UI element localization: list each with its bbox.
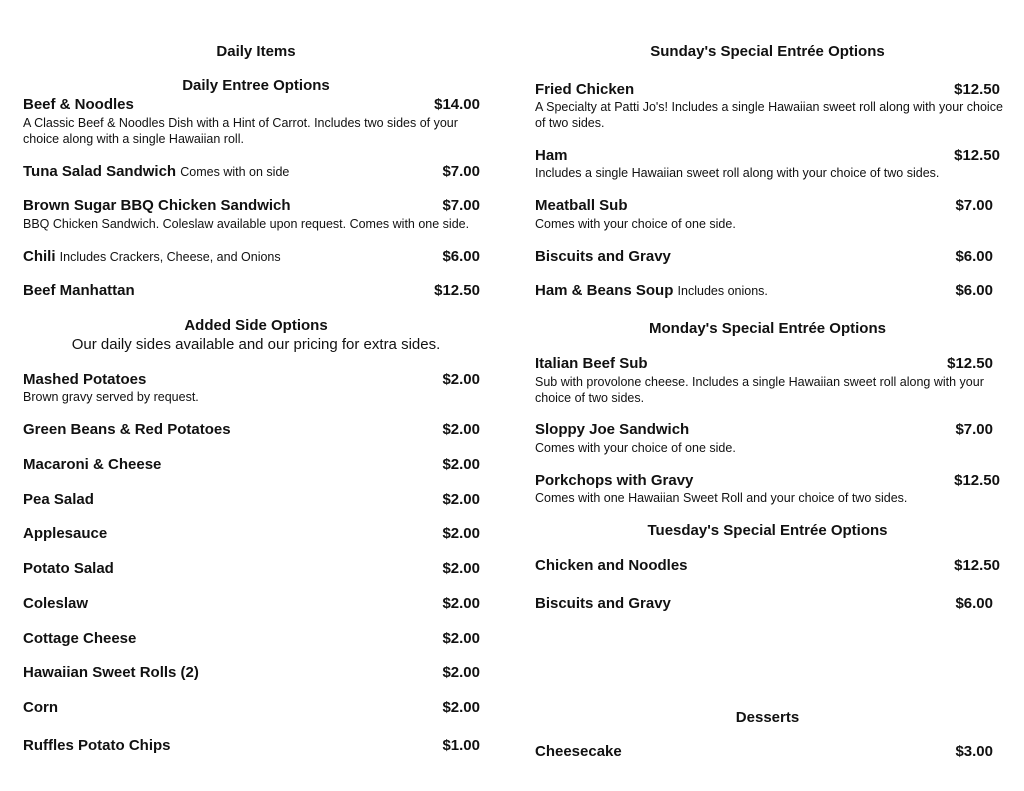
menu-item-description: A Classic Beef & Noodles Dish with a Hint of Carrot. Includes two sides of your choice along with a single Hawaiian roll. <box>23 116 458 146</box>
menu-item-description: BBQ Chicken Sandwich. Coleslaw available upon request. Comes with one side. <box>23 217 470 231</box>
menu-item-name: Biscuits and Gravy <box>535 595 671 612</box>
menu-item-inline-note: Comes with on side <box>180 165 290 179</box>
side-item-price: $2.00 <box>442 456 480 473</box>
daily-entree-title: Daily Entree Options <box>182 77 330 94</box>
tuesday-title: Tuesday's Special Entrée Options <box>647 522 888 539</box>
side-item-description: Brown gravy served by request. <box>23 390 199 404</box>
side-item-price: $2.00 <box>442 421 480 438</box>
menu-item-name: Biscuits and Gravy <box>535 248 671 265</box>
menu-item-price: $6.00 <box>955 282 993 299</box>
menu-item-description: Comes with your choice of one side. <box>535 217 736 231</box>
side-item-name: Potato Salad <box>23 560 114 577</box>
menu-item-price: $12.50 <box>947 355 993 372</box>
side-item-price: $2.00 <box>442 371 480 388</box>
side-item-name: Coleslaw <box>23 595 89 612</box>
sunday-title: Sunday's Special Entrée Options <box>650 43 885 60</box>
side-item-price: $1.00 <box>442 737 480 754</box>
menu-item-name: Porkchops with Gravy <box>535 472 694 489</box>
menu-item-price: $7.00 <box>442 197 480 214</box>
menu-item-name: Chicken and Noodles <box>535 557 688 574</box>
menu-item-price: $6.00 <box>955 248 993 265</box>
menu-item-name: Italian Beef Sub <box>535 355 648 372</box>
side-item-price: $2.00 <box>442 664 480 681</box>
side-item-price: $2.00 <box>442 525 480 542</box>
side-item-price: $2.00 <box>442 595 480 612</box>
menu-item-price: $7.00 <box>442 163 480 180</box>
sides-title: Added Side Options <box>184 317 328 334</box>
side-item-price: $2.00 <box>442 699 480 716</box>
side-item-name: Pea Salad <box>23 491 94 508</box>
menu-item-price: $12.50 <box>954 81 1000 98</box>
menu-item-price: $12.50 <box>434 282 480 299</box>
menu-item-name: Beef & Noodles <box>23 96 134 113</box>
side-item-name: Corn <box>23 699 58 716</box>
menu-item-price: $14.00 <box>434 96 480 113</box>
menu-item-price: $12.50 <box>954 557 1000 574</box>
side-item-name: Macaroni & Cheese <box>23 456 162 473</box>
menu-item-price: $12.50 <box>954 147 1000 164</box>
menu-item-price: $6.00 <box>442 248 480 265</box>
menu-item-inline-note: Includes Crackers, Cheese, and Onions <box>59 250 281 264</box>
desserts-title: Desserts <box>735 709 800 726</box>
menu-item-price: $6.00 <box>955 595 993 612</box>
menu-item-name: Tuna Salad Sandwich Comes with on side <box>23 163 290 180</box>
menu-item-description: A Specialty at Patti Jo's! Includes a single Hawaiian sweet roll along with your choice of two sides. <box>535 100 1003 130</box>
side-item-price: $2.00 <box>442 491 480 508</box>
side-item-name: Cottage Cheese <box>23 630 137 647</box>
monday-title: Monday's Special Entrée Options <box>649 320 886 337</box>
menu-item-name: Meatball Sub <box>535 197 628 214</box>
menu-item-price: $12.50 <box>954 472 1000 489</box>
daily-items-title: Daily Items <box>216 43 296 60</box>
side-item-name: Mashed Potatoes <box>23 371 147 388</box>
sides-subtitle: Our daily sides available and our pricing for extra sides. <box>71 336 441 353</box>
side-item-name: Applesauce <box>23 525 108 542</box>
menu-item-price: $3.00 <box>955 743 993 760</box>
menu-item-inline-note: Includes onions. <box>677 284 768 298</box>
menu-item-description: Comes with one Hawaiian Sweet Roll and your choice of two sides. <box>535 491 908 505</box>
menu-item-name: Chili Includes Crackers, Cheese, and Onions <box>23 248 281 265</box>
side-item-price: $2.00 <box>442 560 480 577</box>
menu-item-description: Comes with your choice of one side. <box>535 441 736 455</box>
side-item-name: Ruffles Potato Chips <box>23 737 171 754</box>
side-item-name: Hawaiian Sweet Rolls (2) <box>23 664 199 681</box>
menu-item-name: Fried Chicken <box>535 81 635 98</box>
side-item-price: $2.00 <box>442 630 480 647</box>
menu-item-name: Beef Manhattan <box>23 282 135 299</box>
menu-item-price: $7.00 <box>955 421 993 438</box>
menu-item-name: Sloppy Joe Sandwich <box>535 421 690 438</box>
menu-item-name: Ham <box>535 147 568 164</box>
menu-item-name: Brown Sugar BBQ Chicken Sandwich <box>23 197 291 214</box>
menu-item-price: $7.00 <box>955 197 993 214</box>
menu-item-description: Includes a single Hawaiian sweet roll along with your choice of two sides. <box>535 166 940 180</box>
side-item-name: Green Beans & Red Potatoes <box>23 421 231 438</box>
menu-item-description: Sub with provolone cheese. Includes a single Hawaiian sweet roll along with your choice of two sides. <box>535 375 984 405</box>
menu-item-name: Ham & Beans Soup Includes onions. <box>535 282 768 299</box>
menu-item-name: Cheesecake <box>535 743 622 760</box>
